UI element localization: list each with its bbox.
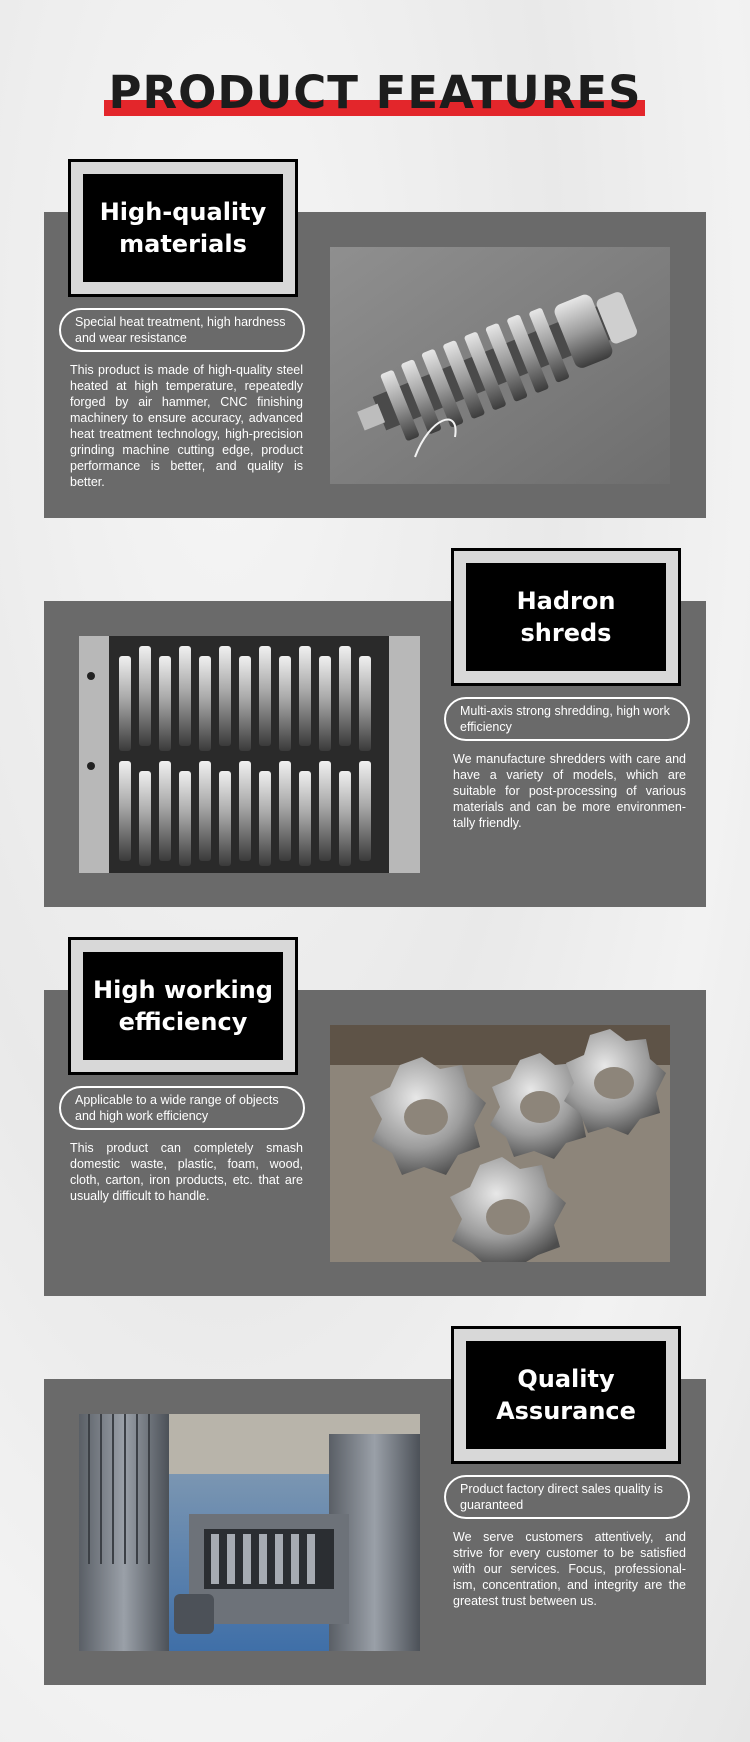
feature-tagline: Applicable to a wide range of objects and high work efficiency (59, 1086, 305, 1130)
shredder-shaft-photo (330, 247, 670, 484)
feature-title-box (68, 159, 298, 297)
feature-title: Quality Assurance (466, 1341, 666, 1449)
feature-title: High-quality materials (83, 174, 283, 282)
feature-title-box (451, 548, 681, 686)
shredder-blades-photo (79, 636, 420, 873)
feature-description: This product can completely smash domestic waste, plastic, foam, wood, cloth, carton, iron products, etc. that are usually difficult to handle. (70, 1141, 303, 1203)
shredder-machine-photo (79, 1414, 420, 1651)
feature-description: We serve customers attentively, and strive for every customer to be satisfied with our services. Focus, professional-ism, concentration, and integrity are the greatest trust between us. (453, 1530, 686, 1608)
feature-title-box (451, 1326, 681, 1464)
feature-title: High working efficiency (83, 952, 283, 1060)
feature-title: Hadron shreds (466, 563, 666, 671)
cutter-discs-photo (330, 1025, 670, 1262)
feature-title-box (68, 937, 298, 1075)
page-title: PRODUCT FEATURES (108, 66, 642, 119)
feature-tagline: Special heat treatment, high hardness and wear resistance (59, 308, 305, 352)
feature-tagline: Multi-axis strong shredding, high work efficiency (444, 697, 690, 741)
feature-tagline: Product factory direct sales quality is guaranteed (444, 1475, 690, 1519)
feature-description: This product is made of high-quality steel heated at high temperature, repeatedly forged by air hammer, CNC finishing machinery to ensure accuracy, advanced heat treatment technology, high-precision grinding machine cutting edge, product performance is better, and quality is better. (70, 363, 303, 489)
page-header (0, 60, 750, 130)
feature-description: We manufacture shredders with care and have a variety of models, which are suitable for post-processing of various materials and can be more environmen-tally friendly. (453, 752, 686, 830)
